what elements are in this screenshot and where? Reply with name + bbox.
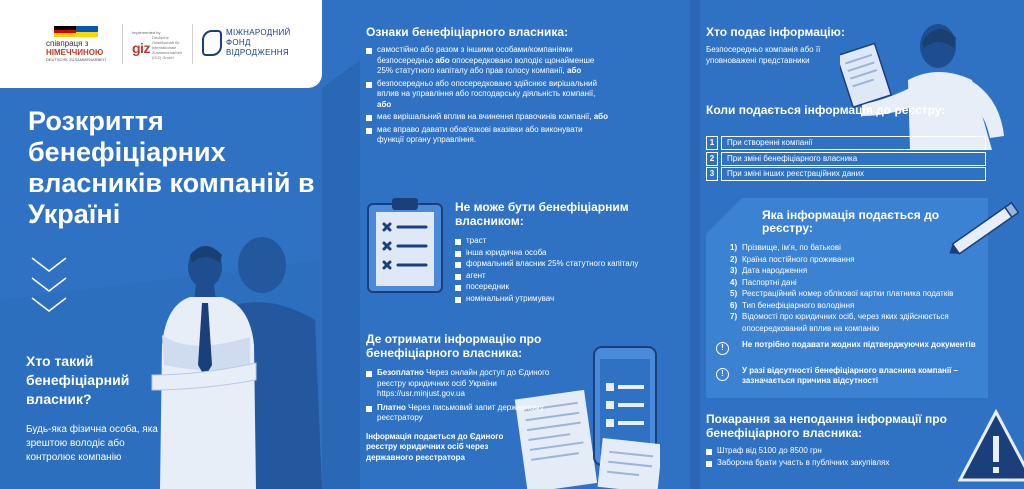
divider	[192, 24, 193, 64]
section-title: Хто подає інформацію:	[706, 25, 845, 39]
page-title: Розкриття бенефіціарних власників компаній в Україні	[28, 106, 315, 229]
list-item: траст	[455, 236, 685, 247]
note-text: Інформація подається до Єдиного реєстру юридичних осіб через державного реєстратора	[366, 431, 504, 462]
list-item: Заборона брати участь в публічних закупівлях	[706, 458, 976, 469]
panel-fold-corner	[706, 198, 742, 234]
list-item: 1) Прізвище, ім'я, по батькові	[730, 243, 841, 252]
where-to-get-info-section	[366, 332, 596, 463]
list-item: Платно Через письмовий запит державному реєстратору	[366, 403, 566, 424]
list-item: безпосередньо або опосередковано здійснює вирішальний вплив на управління або господарську діяльність компанії, або	[366, 79, 611, 111]
giz-logo	[132, 30, 192, 60]
penalty-section	[706, 412, 976, 469]
list-item: 2) Країна постійного проживання	[730, 254, 855, 264]
logo-text: НІМЕЧЧИНОЮ	[46, 48, 104, 57]
clipboard-icon	[366, 196, 444, 294]
logo-text: ВІДРОДЖЕННЯ	[226, 48, 289, 57]
who-is-beneficiary-title: Хто такий бенефіціарний власник?	[26, 353, 130, 407]
logo-text: Deutsche Gesellschaft für Internationale Zusammenarbeit (GIZ) GmbH	[151, 35, 182, 60]
list-item: Безоплатно Через онлайн доступ до Єдиного реєстру юридичних осіб України https://usr.minjust.gov.ua	[366, 368, 566, 400]
list-item	[706, 152, 986, 166]
chevron-down-icon	[30, 256, 68, 274]
list-item: 4) Паспортні дані	[730, 277, 797, 287]
list-item	[706, 167, 986, 181]
item-label: При зміні бенефіціарного власника	[721, 152, 986, 166]
businessman-illustration	[150, 225, 325, 489]
german-cooperation-logo	[42, 24, 118, 64]
logo-bar	[0, 0, 322, 88]
exclamation-icon: !	[716, 368, 729, 381]
logo-text: співпраця з	[46, 39, 89, 48]
list-item: 3) Дата народження	[730, 266, 808, 275]
list-item: агент	[455, 271, 685, 282]
man-with-document-illustration	[840, 18, 1016, 150]
who-is-beneficiary-text: Будь-яка фізична особа, яка зрештою володіє або контролює компанію	[26, 424, 158, 463]
warning-note: ! У разі відсутності бенефіціарного власника компанії – зазначається причина відсутності	[716, 366, 976, 386]
list-item: має вправо давати обов'язкові вказівки або виконувати функції органу управління.	[366, 125, 611, 146]
section-title: Покарання за неподання інформації про бенефіціарного власника:	[706, 412, 947, 440]
list-item: Штраф від 5100 до 8500 грн	[706, 446, 976, 457]
warning-note: ! Не потрібно подавати жодних підтверджуючих документів	[716, 340, 976, 350]
list-item: посередник	[455, 282, 685, 293]
list-item: має вирішальний вплив на вчинення правочинів компанії, або	[366, 112, 611, 123]
exclamation-icon: !	[716, 342, 729, 355]
what-info-list	[730, 242, 980, 334]
item-label: При створенні компанії	[721, 136, 986, 150]
beneficiary-signs-section	[366, 25, 666, 148]
list-item: номінальний утримувач	[455, 294, 685, 305]
logo-text: giz	[132, 39, 150, 56]
item-label: При зміні інших реєстраційних даних	[721, 167, 986, 181]
logo-text: Implemented by	[132, 30, 161, 35]
who-submits-text: Безпосередньо компанія або її уповноважені представники	[706, 45, 821, 65]
section-title: Не може бути бенефіціарним власником:	[455, 200, 629, 228]
what-info-title: Яка інформація подається до реєстру:	[762, 208, 940, 235]
logo-text: МІЖНАРОДНИЙ	[226, 28, 291, 37]
chevron-down-icon	[30, 296, 68, 314]
list-item: інша юридична особа	[455, 248, 685, 259]
item-number: 2	[706, 152, 718, 166]
list-item: 7) Відомості про юридичних осіб, через яких здійснюється опосередкований вплив на компанію	[730, 312, 949, 333]
section-title: Ознаки бенефіціарного власника:	[366, 25, 569, 39]
list-item	[706, 136, 986, 150]
logo-text: ФОНД	[226, 38, 251, 47]
germany-flag-icon	[54, 26, 76, 37]
list-item: самостійно або разом з іншими особами/компаніями безпосередньо або опосередковано володіє щонайменше 25% статутного капіталу або прав голосу компанії, або	[366, 45, 611, 77]
who-submits-section	[706, 25, 856, 66]
logo-text: DEUTSCHE ZUSAMMENARBEIT	[46, 57, 107, 62]
cannot-be-beneficiary-section	[455, 200, 685, 305]
item-number: 3	[706, 167, 718, 181]
list-item: формальний власник 25% статутного капіталу	[455, 259, 685, 270]
when-submitted-title: Коли подається інформація до реєстру:	[706, 103, 946, 117]
chevron-down-icon	[30, 276, 68, 294]
divider	[122, 24, 123, 64]
item-number: 1	[706, 136, 718, 150]
irf-mark-icon	[202, 30, 222, 56]
list-item: 6) Тип бенефіціарного володіння	[730, 300, 855, 310]
ukraine-flag-icon	[76, 26, 98, 37]
section-title: Де отримати інформацію про бенефіціарного власника:	[366, 332, 542, 360]
list-item: 5) Реєстраційний номер облікової картки платника податків	[730, 289, 954, 298]
when-submitted-list	[706, 136, 986, 183]
